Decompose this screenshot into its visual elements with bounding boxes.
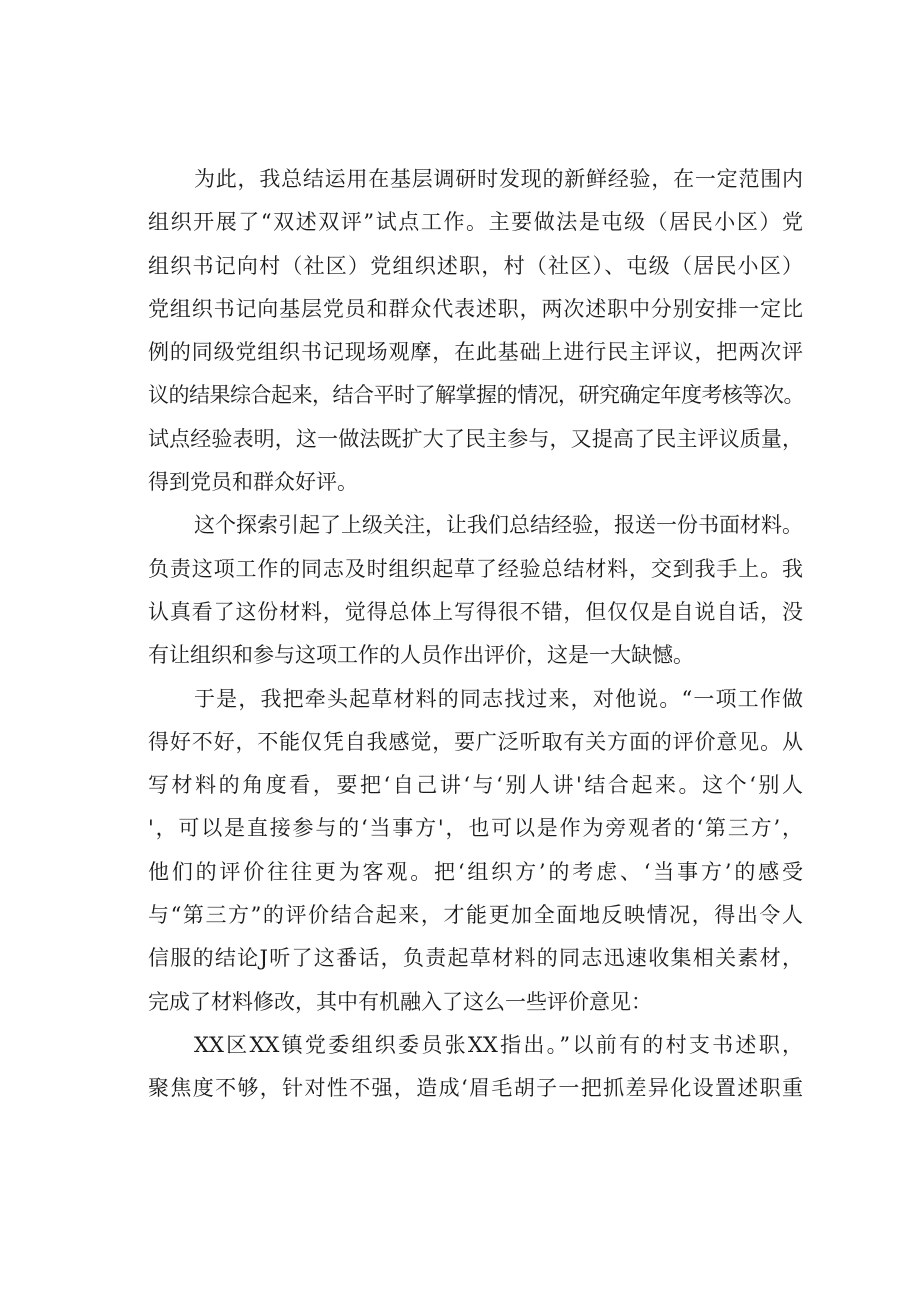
text-line: 这个探索引起了上级关注，让我们总结经验，报送一份书面材料。: [194, 513, 803, 538]
text-line: 与“第三方”的评价结合起来，才能更加全面地反映情况，得出令人: [148, 903, 803, 928]
text-line: 试点经验表明，这一做法既扩大了民主参与，又提高了民主评议质量，: [148, 426, 803, 451]
text-line: 有让组织和参与这项工作的人员作出评价，这是一大缺憾。: [148, 643, 694, 668]
text-line: 组织开展了“双述双评”试点工作。主要做法是屯级（居民小区）党: [148, 210, 803, 235]
paragraph-1: [148, 158, 803, 504]
text-line: 党组织书记向基层党员和群众代表述职，两次述职中分别安排一定比: [148, 296, 803, 321]
text-line: 他们的评价往往更为客观。把‘组织方’的考虑、‘当事方’的感受: [148, 859, 803, 884]
text-line: 聚焦度不够，针对性不强，造成‘眉毛胡子一把抓差异化设置述职重: [148, 1076, 803, 1101]
text-line: 例的同级党组织书记现场观摩，在此基础上进行民主评议，把两次评: [148, 340, 803, 365]
text-line: 完成了材料修改，其中有机融入了这么一些评价意见：: [148, 989, 652, 1014]
paragraph-3: [148, 678, 803, 1024]
text-line: 于是，我把牵头起草材料的同志找过来，对他说。“一项工作做: [194, 686, 803, 711]
text-line: 信服的结论J听了这番话，负责起草材料的同志迅速收集相关素材，: [148, 946, 803, 971]
text-line: 为此，我总结运用在基层调研时发现的新鲜经验，在一定范围内: [194, 167, 803, 191]
text-line: XX区XX镇党委组织委员张XX指出。”以前有的村支书述职，: [194, 1032, 803, 1057]
text-line: 得到党员和群众好评。: [148, 470, 358, 495]
document-body: [148, 158, 803, 1111]
text-line: 议的结果综合起来，结合平时了解掌握的情况，研究确定年度考核等次。: [148, 383, 804, 408]
text-line: 写材料的角度看，要把‘自己讲‘与‘别人讲'结合起来。这个‘别人: [148, 773, 803, 798]
paragraph-4: [148, 1024, 803, 1111]
text-line: 认真看了这份材料，觉得总体上写得很不错，但仅仅是自说自话，没: [148, 599, 803, 624]
text-line: '，可以是直接参与的‘当事方'，也可以是作为旁观者的‘第三方’，: [148, 816, 803, 841]
text-line: 得好不好，不能仅凭自我感觉，要广泛听取有关方面的评价意见。从: [148, 729, 803, 754]
text-line: 负责这项工作的同志及时组织起草了经验总结材料，交到我手上。我: [148, 556, 803, 581]
paragraph-2: [148, 504, 803, 677]
text-line: 组织书记向村（社区）党组织述职，村（社区）、屯级（居民小区）: [148, 253, 803, 278]
